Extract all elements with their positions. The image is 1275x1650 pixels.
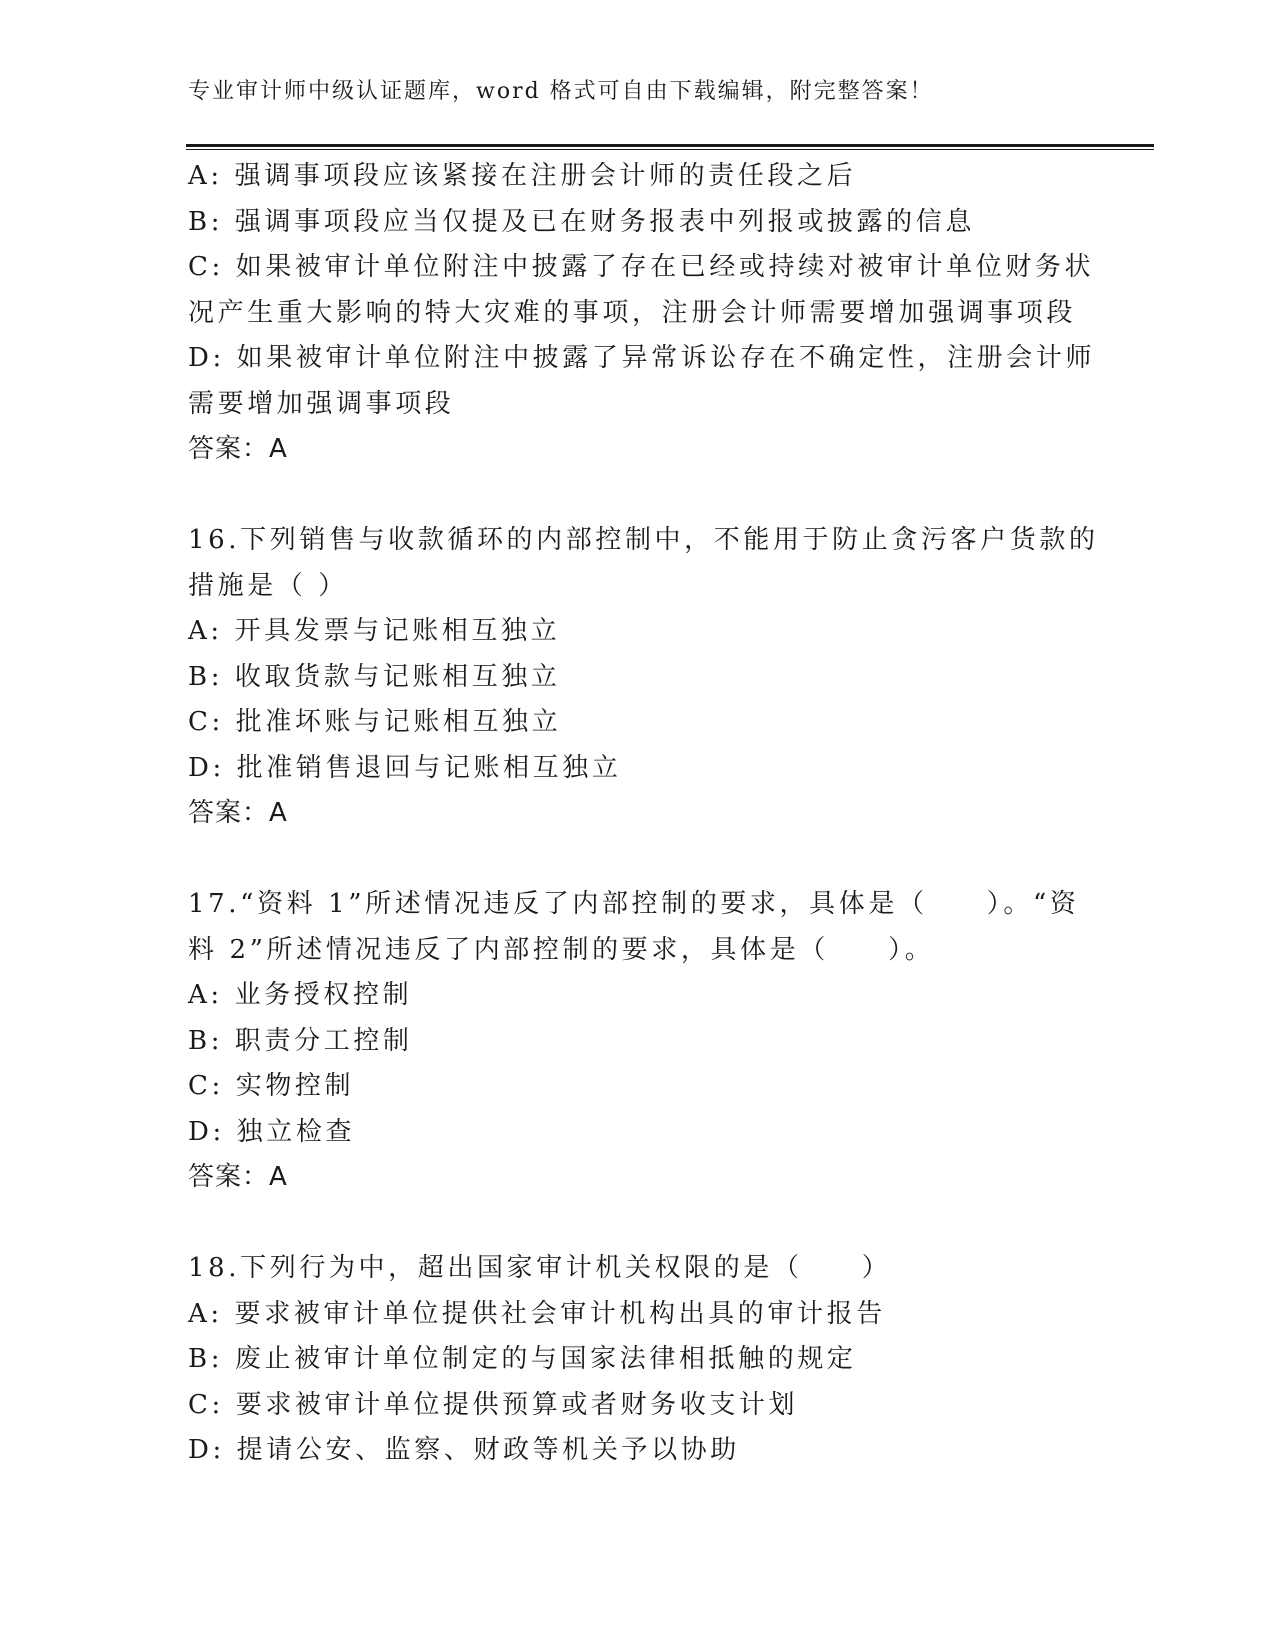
- spacer: [188, 837, 1148, 883]
- option-c: C: 实物控制: [188, 1071, 355, 1101]
- option-c: C: 要求被审计单位提供预算或者财务收支计划: [188, 1389, 799, 1420]
- question-16-stem: 16.下列销售与收款循环的内部控制中，不能用于防止贪污客户货款的: [188, 525, 1099, 555]
- option-d: D: 独立检查: [188, 1116, 356, 1147]
- answer-line: 答案：A: [188, 1162, 288, 1192]
- page-header: 专业审计师中级认证题库，word 格式可自由下载编辑，附完整答案！: [188, 79, 934, 104]
- option-d-continued: 需要增加强调事项段: [188, 388, 455, 419]
- option-a: A: 要求被审计单位提供社会审计机构出具的审计报告: [188, 1298, 886, 1329]
- option-a: A: 强调事项段应该紧接在注册会计师的责任段之后: [188, 161, 857, 191]
- question-18-stem: 18.下列行为中，超出国家审计机关权限的是（ ）: [188, 1253, 892, 1283]
- spacer: [188, 473, 1148, 519]
- option-c: C: 批准坏账与记账相互独立: [188, 707, 562, 737]
- option-c: C: 如果被审计单位附注中披露了存在已经或持续对被审计单位财务状: [188, 252, 1095, 282]
- option-a: A: 业务授权控制: [188, 980, 413, 1010]
- answer-line: 答案：A: [188, 434, 288, 464]
- question-16-stem-continued: 措施是（ ）: [188, 570, 348, 601]
- question-block-18: [188, 1246, 1148, 1474]
- answer-line: 答案：A: [188, 798, 288, 828]
- question-block-17: [188, 882, 1148, 1201]
- option-b: B: 职责分工控制: [188, 1025, 413, 1056]
- option-b: B: 强调事项段应当仅提及已在财务报表中列报或披露的信息: [188, 206, 975, 237]
- option-d: D: 提请公安、监察、财政等机关予以协助: [188, 1435, 740, 1465]
- spacer: [188, 1201, 1148, 1247]
- option-d: D: 批准销售退回与记账相互独立: [188, 752, 622, 783]
- question-block-15-options: [188, 154, 1148, 473]
- question-17-stem-continued: 料 2”所述情况违反了内部控制的要求，具体是（ ）。: [188, 934, 935, 965]
- option-d: D: 如果被审计单位附注中披露了异常诉讼存在不确定性，注册会计师: [188, 343, 1096, 373]
- option-a: A: 开具发票与记账相互独立: [188, 616, 561, 646]
- question-content: [188, 154, 1148, 1474]
- question-block-16: [188, 518, 1148, 837]
- option-c-continued: 况产生重大影响的特大灾难的事项，注册会计师需要增加强调事项段: [188, 297, 1077, 328]
- option-b: B: 废止被审计单位制定的与国家法律相抵触的规定: [188, 1344, 857, 1374]
- question-17-stem: 17.“资料 1”所述情况违反了内部控制的要求，具体是（ ）。“资: [188, 889, 1080, 919]
- option-b: B: 收取货款与记账相互独立: [188, 661, 561, 692]
- header-rule: [186, 144, 1154, 150]
